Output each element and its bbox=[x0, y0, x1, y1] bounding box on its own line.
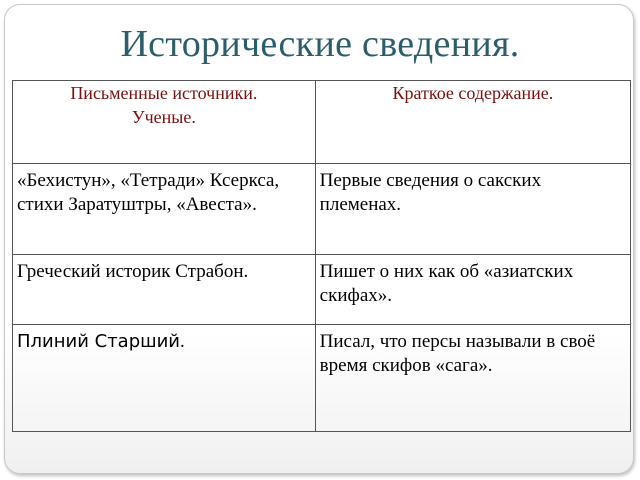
history-table bbox=[12, 80, 631, 432]
table-header-row bbox=[13, 81, 631, 164]
source-text-suffix: . bbox=[180, 331, 185, 353]
source-cell bbox=[13, 325, 316, 432]
source-cell bbox=[13, 163, 316, 255]
source-text: «Бехистун», «Тетради» Ксеркса, стихи Заратуштры, «Авеста». bbox=[17, 169, 280, 215]
table-row bbox=[13, 325, 631, 432]
source-text: Плиний Старший bbox=[17, 331, 181, 353]
source-text: Греческий историк Страбон. bbox=[17, 261, 249, 283]
page-title: Исторические сведения. bbox=[120, 23, 520, 65]
header-summary bbox=[315, 81, 630, 164]
source-cell bbox=[13, 255, 316, 325]
summary-cell bbox=[315, 163, 630, 255]
summary-cell bbox=[315, 255, 630, 325]
source-text-wrap bbox=[17, 325, 311, 354]
summary-text: Писал, что персы называли в своё время скифов «сага». bbox=[319, 331, 596, 377]
summary-text: Первые сведения о сакских племенах. bbox=[319, 169, 542, 215]
summary-text: Пишет о них как об «азиатских скифах». bbox=[319, 261, 574, 307]
header-sources-line1: Письменные источники. bbox=[70, 83, 258, 103]
table-row bbox=[13, 163, 631, 255]
header-sources-line2: Ученые. bbox=[131, 107, 196, 127]
summary-cell bbox=[315, 325, 630, 432]
header-summary-label: Краткое содержание. bbox=[392, 83, 554, 103]
table-row bbox=[13, 255, 631, 325]
header-sources bbox=[13, 81, 316, 164]
